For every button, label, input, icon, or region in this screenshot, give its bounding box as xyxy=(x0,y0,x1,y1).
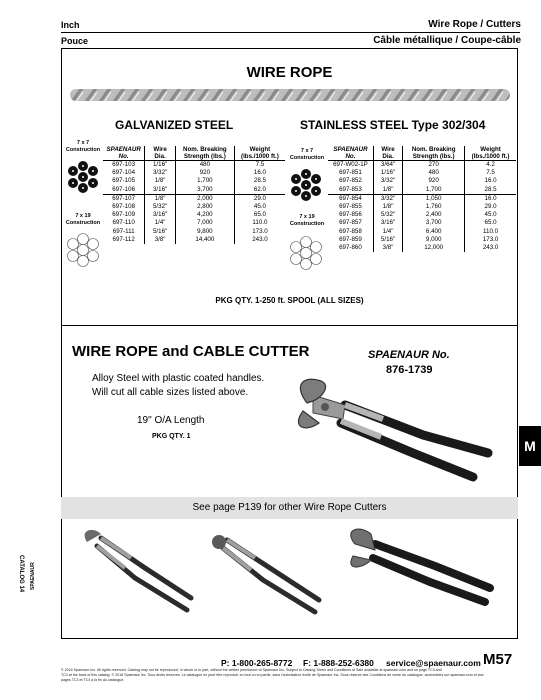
table-row: 697-852 3/32" 920 16.0 xyxy=(328,177,516,185)
table-row: 697-859 5/16" 9,000 173.0 xyxy=(328,236,516,244)
table-row: 697-105 1/8" 1,700 28.5 xyxy=(103,177,285,185)
table-row: 697-112 3/8" 14,400 243.0 xyxy=(103,236,285,244)
table-row: 697-110 1/4" 7,000 110.0 xyxy=(103,219,285,227)
table-row: 697-W02-1P 3/64" 270 4.2 xyxy=(328,161,516,170)
cutter-title: WIRE ROPE and CABLE CUTTER xyxy=(72,343,310,360)
page-number: M57 xyxy=(483,651,513,668)
table-row: 697-851 1/16" 480 7.5 xyxy=(328,169,516,177)
unit-label-inch: Inch xyxy=(61,20,80,30)
unit-label-pouce: Pouce xyxy=(61,36,89,46)
header-rule xyxy=(61,32,520,33)
construction-7x7-label-ss: 7 x 7 Construction xyxy=(289,148,325,161)
spaenaur-logo: SPAENAUR xyxy=(30,562,36,590)
catalog-vertical-label: CATALOG 14 xyxy=(18,555,24,593)
col-weight-ss: Weight (lbs./1000 ft.) xyxy=(465,146,516,161)
col-breaking-strength-ss: Nom. Breaking Strength (lbs.) xyxy=(403,146,465,161)
stainless-title: STAINLESS STEEL Type 302/304 xyxy=(300,118,486,132)
table-row: 697-106 3/16" 3,700 62.0 xyxy=(103,186,285,195)
galvanized-title: GALVANIZED STEEL xyxy=(115,118,234,132)
spaenaur-no-label: SPAENAUR No. xyxy=(368,349,450,361)
footer-fax: F: 1-888-252-6380 xyxy=(303,658,374,668)
footer-email[interactable]: service@spaenaur.com xyxy=(386,658,481,668)
cutter-image-medium xyxy=(205,528,325,618)
galvanized-table xyxy=(103,146,285,244)
cutter-image-short xyxy=(335,526,500,606)
see-page-note: See page P139 for other Wire Rope Cutters xyxy=(192,502,387,513)
strand-7x7-diagram xyxy=(66,160,100,194)
cutter-desc-1: Alloy Steel with plastic coated handles. xyxy=(92,373,265,384)
strand-7x19-diagram-ss xyxy=(289,236,323,270)
col-breaking-strength: Nom. Breaking Strength (lbs.) xyxy=(175,146,234,161)
strand-7x19-diagram xyxy=(66,233,100,267)
stainless-table xyxy=(328,146,516,252)
construction-7x19-label-ss: 7 x 19 Construction xyxy=(289,214,325,227)
col-spaenaur-no: SPAENAUR No. xyxy=(103,146,145,161)
table-row: 697-857 3/16" 3,700 65.0 xyxy=(328,219,516,227)
table-row: 697-107 1/8" 2,000 29.0 xyxy=(103,194,285,203)
table-row: 697-854 3/32" 1,050 16.0 xyxy=(328,194,516,203)
construction-7x19-label: 7 x 19 Construction xyxy=(65,213,101,226)
table-row: 697-856 5/32" 2,400 45.0 xyxy=(328,211,516,219)
table-row: 697-103 1/16" 480 7.5 xyxy=(103,161,285,170)
table-row: 697-104 3/32" 920 16.0 xyxy=(103,169,285,177)
section-divider xyxy=(61,325,518,326)
table-row: 697-855 1/8" 1,760 29.0 xyxy=(328,203,516,211)
col-weight: Weight (lbs./1000 ft.) xyxy=(234,146,285,161)
section-tab-m: M xyxy=(519,426,541,466)
table-row: 697-109 3/16" 4,200 65.0 xyxy=(103,211,285,219)
cutter-pkg-qty: PKG QTY. 1 xyxy=(152,433,191,440)
cable-cutter-image xyxy=(283,375,508,485)
section-title-french: Câble métallique / Coupe-câble xyxy=(373,35,521,46)
strand-7x7-diagram-ss xyxy=(289,168,323,202)
table-row: 697-858 1/4" 6,400 110.0 xyxy=(328,228,516,236)
wire-rope-title: WIRE ROPE xyxy=(246,64,333,81)
cutter-image-long xyxy=(75,528,195,618)
construction-7x7-label: 7 x 7 Construction xyxy=(65,140,101,153)
col-wire-dia: Wire Dia. xyxy=(145,146,176,161)
section-title: Wire Rope / Cutters xyxy=(428,19,521,30)
table-row: 697-111 5/16" 9,800 173.0 xyxy=(103,228,285,236)
wire-rope-image xyxy=(70,88,510,102)
legal-notice: © 2018 Spaenaur Inc. All rights reserved. Catalog may not be reproduced, in whole or in part, without the written permission of Spaenaur Inc. Subject to Catalog Terms and Conditions of Sale available at spaenaur.com and on page TC3 and TC4 at the back of this catalog. © 2018 Spaenaur Inc. Tous droits réservés. Le catalogue ne peut être reproduit, en tout ou en partie, sans l'autorisation écrite de Spaenaur Inc. Sous réserve des Conditions de vente du catalogue, accessibles sur spaenaur.com et aux pages TC3 et TC4 à la fin du catalogue. xyxy=(61,668,484,682)
col-spaenaur-no-ss: SPAENAUR No. xyxy=(328,146,373,161)
col-wire-dia-ss: Wire Dia. xyxy=(373,146,402,161)
table-row: 697-853 1/8" 1,700 28.5 xyxy=(328,186,516,195)
table-row: 697-860 3/8" 12,000 243.0 xyxy=(328,244,516,252)
table-row: 697-108 5/32" 2,800 45.0 xyxy=(103,203,285,211)
wire-rope-pkg-qty: PKG QTY. 1-250 ft. SPOOL (ALL SIZES) xyxy=(215,296,364,305)
cutter-part-number: 876-1739 xyxy=(386,364,433,376)
cutter-desc-2: Will cut all cable sizes listed above. xyxy=(92,387,249,398)
footer-phone: P: 1-800-265-8772 xyxy=(221,658,293,668)
cutter-length: 19" O/A Length xyxy=(137,415,205,426)
